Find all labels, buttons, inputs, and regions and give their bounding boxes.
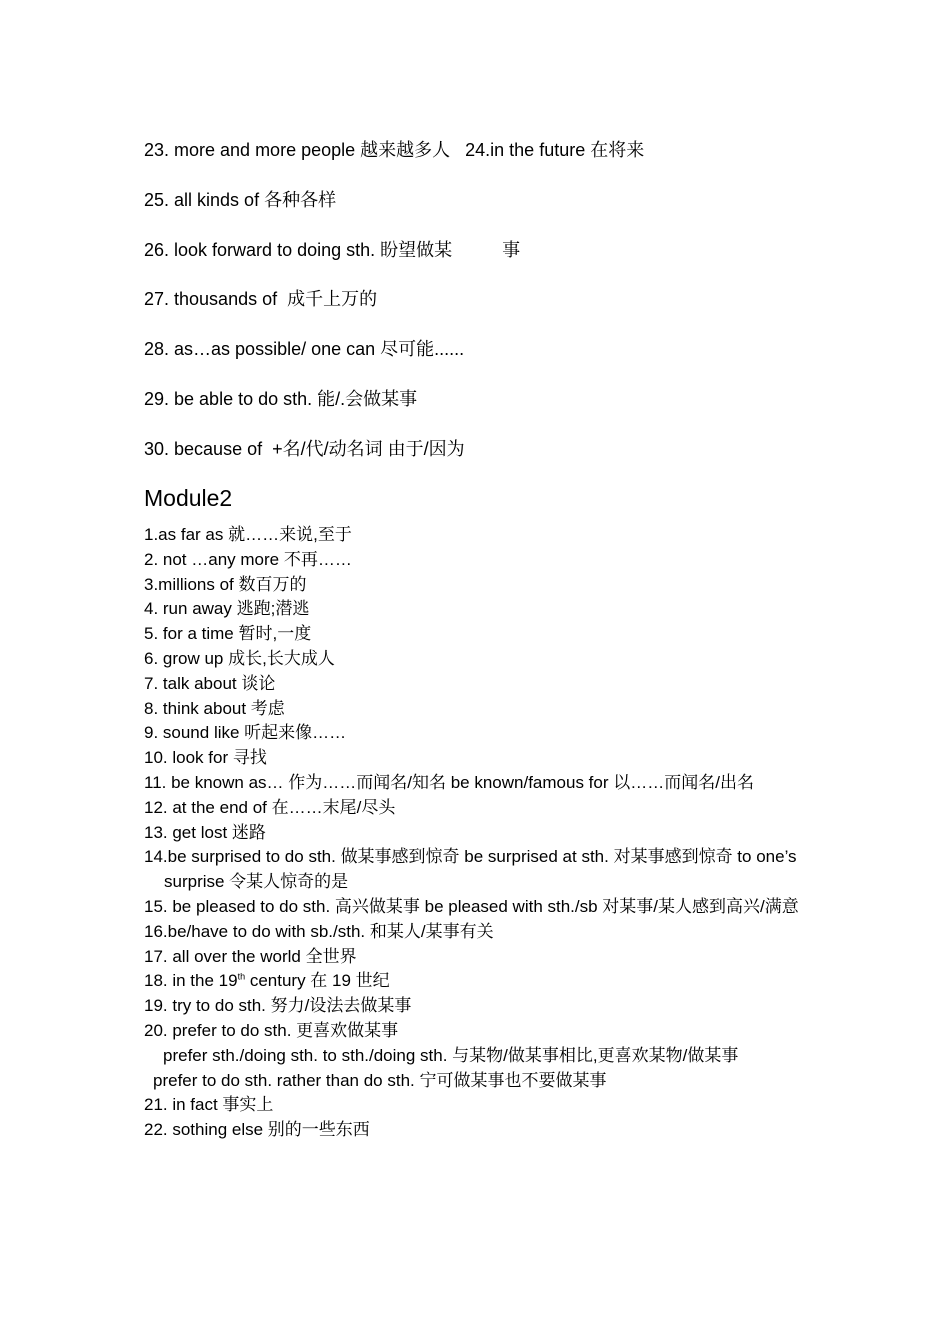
phrase-23-24: 23. more and more people 越来越多人 24.in the future 在将来 xyxy=(144,140,645,160)
list-item: 1.as far as 就……来说,至于 xyxy=(144,525,352,544)
list-item: 3.millions of 数百万的 xyxy=(144,574,307,594)
list-item: 17. all over the world 全世界 xyxy=(144,946,357,966)
phrase-25: 25. all kinds of 各种各样 xyxy=(144,190,337,210)
superscript: th xyxy=(237,971,246,982)
list-item: 12. at the end of 在……末尾/尽头 xyxy=(144,797,396,817)
phrase-30: 30. because of +名/代/动名词 由于/因为 xyxy=(144,439,465,459)
list-item: prefer to do sth. rather than do sth. 宁可做某事也不要做某事 xyxy=(153,1070,607,1090)
list-item xyxy=(144,969,810,994)
list-item: 4. run away 逃跑;潜逃 xyxy=(144,599,310,619)
module-title: Module2 xyxy=(144,485,233,511)
list-item: 11. be known as… 作为……而闻名/知名 be known/famous for 以……而闻名/出名 xyxy=(144,772,754,792)
list-item: 22. sothing else 别的一些东西 xyxy=(144,1120,370,1140)
list-item: 5. for a time 暂时,一度 xyxy=(144,624,312,644)
phrase-29: 29. be able to do sth. 能/.会做某事 xyxy=(144,389,418,409)
phrase-26: 26. look forward to doing sth. 盼望做某 事 xyxy=(144,240,521,260)
list-item: 14.be surprised to do sth. 做某事感到惊奇 be surprised at sth. 对某事感到惊奇 to one’s surprise 令某人惊奇的是 xyxy=(144,847,797,892)
list-item-text: century 在 19 世纪 xyxy=(245,971,390,991)
list-item: 7. talk about 谈论 xyxy=(144,673,276,693)
list-item: 13. get lost 迷路 xyxy=(144,822,266,842)
list-item: 9. sound like 听起来像…… xyxy=(144,723,347,743)
list-item: prefer sth./doing sth. to sth./doing sth. 与某物/做某事相比,更喜欢某物/做某事 xyxy=(163,1045,739,1065)
list-item-text: 18. in the 19 xyxy=(144,971,238,991)
list-item: 21. in fact 事实上 xyxy=(144,1095,274,1115)
list-item: 20. prefer to do sth. 更喜欢做某事 xyxy=(144,1020,399,1040)
list-item: 10. look for 寻找 xyxy=(144,748,267,768)
list-item: 19. try to do sth. 努力/设法去做某事 xyxy=(144,996,412,1016)
phrase-28: 28. as…as possible/ one can 尽可能...... xyxy=(144,339,465,359)
list-item: 8. think about 考虑 xyxy=(144,698,285,718)
list-item: 16.be/have to do with sb./sth. 和某人/某事有关 xyxy=(144,921,494,941)
phrase-27: 27. thousands of 成千上万的 xyxy=(144,289,378,309)
list-item: 15. be pleased to do sth. 高兴做某事 be pleased with sth./sb 对某事/某人感到高兴/满意 xyxy=(144,896,799,916)
list-item: 6. grow up 成长,长大成人 xyxy=(144,648,335,668)
module2-phrase-list xyxy=(144,523,810,1143)
list-item: 2. not …any more 不再…… xyxy=(144,549,352,569)
